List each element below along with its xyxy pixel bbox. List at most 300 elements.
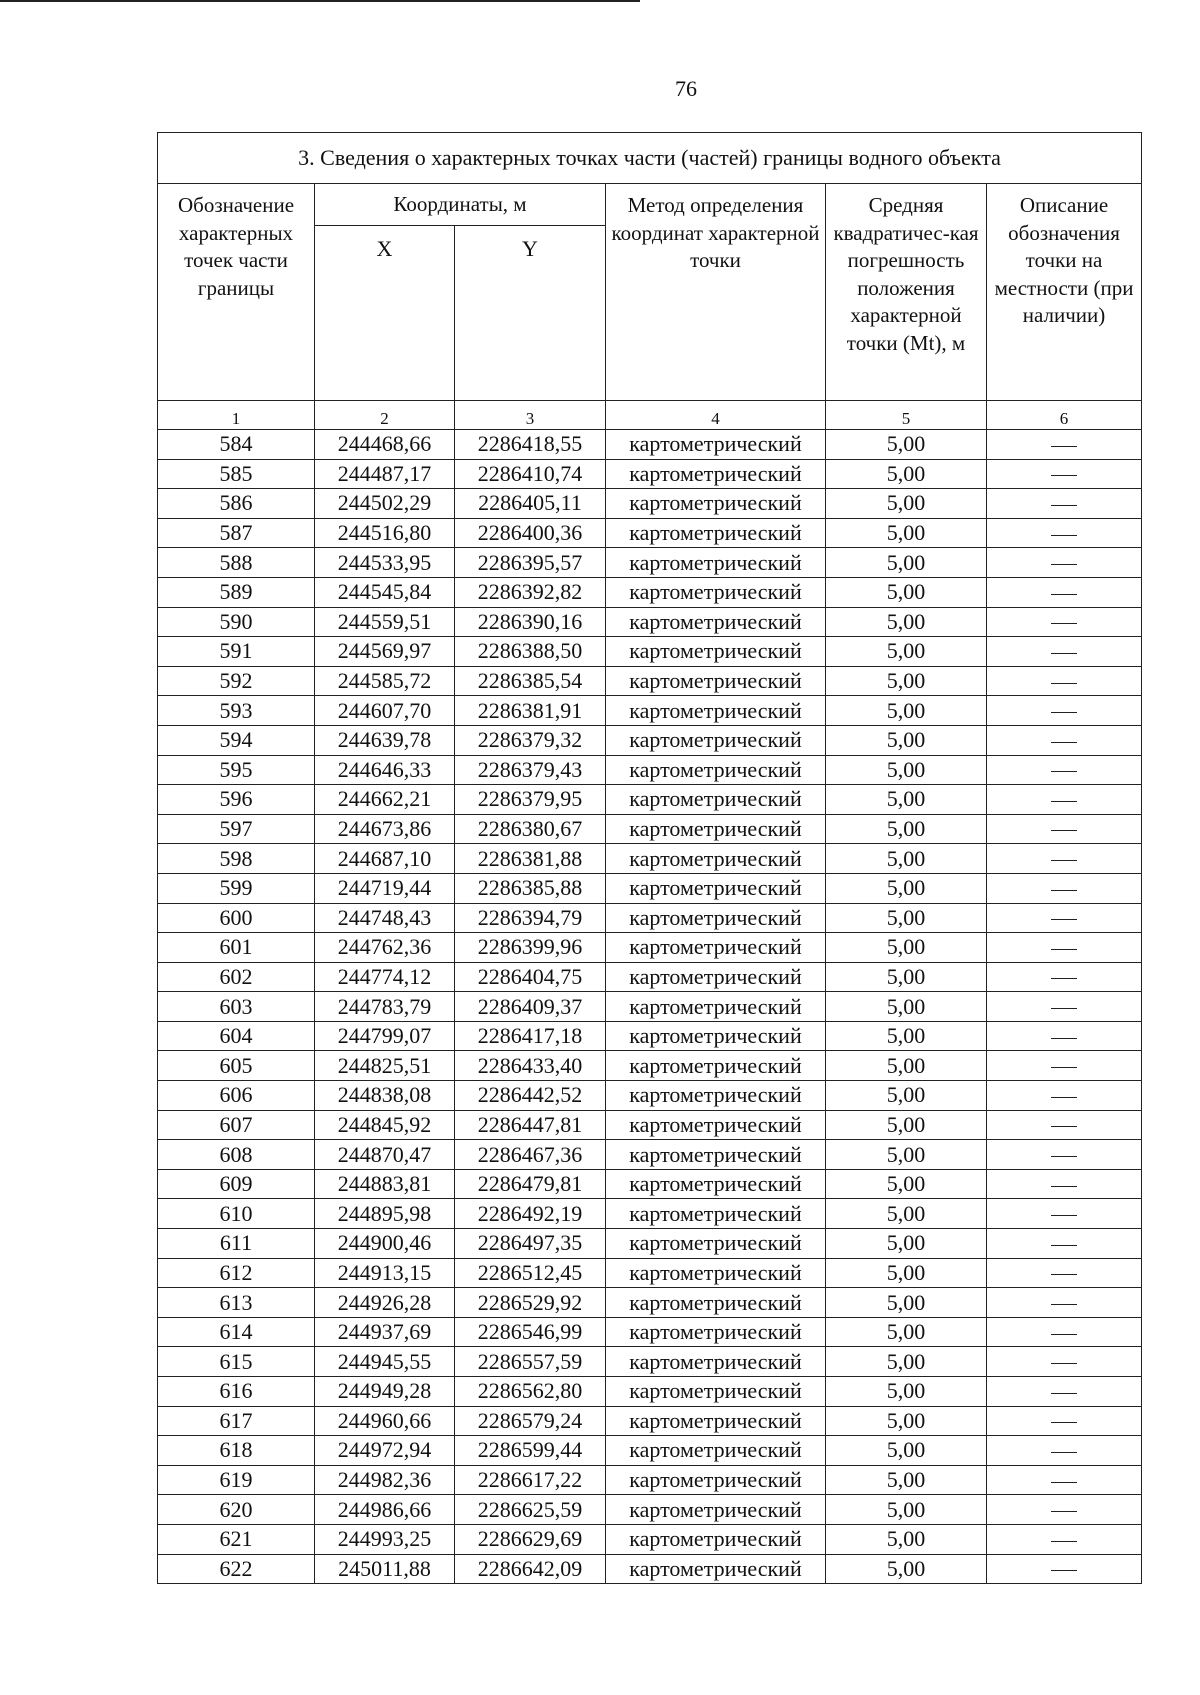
x-coordinate-cell: 244516,80 [315, 518, 455, 548]
point-id-cell: 594 [158, 725, 315, 755]
table-row [158, 577, 1142, 607]
method-cell: картометрический [606, 548, 826, 578]
dash-mark [1051, 712, 1077, 713]
dash-mark [1051, 1393, 1077, 1394]
point-id-cell: 596 [158, 785, 315, 815]
error-cell: 5,00 [826, 430, 987, 460]
point-id-cell: 590 [158, 607, 315, 637]
y-coordinate-cell: 2286546,99 [455, 1317, 606, 1347]
x-coordinate-cell: 244986,66 [315, 1495, 455, 1525]
dash-mark [1051, 1422, 1077, 1423]
method-cell: картометрический [606, 962, 826, 992]
dash-mark [1051, 623, 1077, 624]
error-cell: 5,00 [826, 903, 987, 933]
description-cell [987, 785, 1142, 815]
point-id-cell: 586 [158, 489, 315, 519]
x-coordinate-cell: 244646,33 [315, 755, 455, 785]
method-cell: картометрический [606, 785, 826, 815]
description-cell [987, 873, 1142, 903]
table-row [158, 1317, 1142, 1347]
error-cell: 5,00 [826, 1317, 987, 1347]
error-cell: 5,00 [826, 933, 987, 963]
point-id-cell: 610 [158, 1199, 315, 1229]
error-cell: 5,00 [826, 1554, 987, 1584]
dash-mark [1051, 1215, 1077, 1216]
point-id-cell: 622 [158, 1554, 315, 1584]
y-coordinate-cell: 2286379,43 [455, 755, 606, 785]
method-cell: картометрический [606, 1347, 826, 1377]
column-number: 1 [158, 401, 315, 430]
table-row [158, 1110, 1142, 1140]
description-cell [987, 1140, 1142, 1170]
y-coordinate-cell: 2286381,91 [455, 696, 606, 726]
table-row [158, 1406, 1142, 1436]
dash-mark [1051, 1186, 1077, 1187]
error-cell: 5,00 [826, 577, 987, 607]
point-id-cell: 595 [158, 755, 315, 785]
error-cell: 5,00 [826, 785, 987, 815]
error-cell: 5,00 [826, 1169, 987, 1199]
dash-mark [1051, 1067, 1077, 1068]
method-cell: картометрический [606, 903, 826, 933]
method-cell: картометрический [606, 1199, 826, 1229]
error-cell: 5,00 [826, 459, 987, 489]
y-coordinate-cell: 2286562,80 [455, 1377, 606, 1407]
method-cell: картометрический [606, 1524, 826, 1554]
method-cell: картометрический [606, 1288, 826, 1318]
point-id-cell: 588 [158, 548, 315, 578]
table-row [158, 844, 1142, 874]
dash-mark [1051, 830, 1077, 831]
error-cell: 5,00 [826, 1406, 987, 1436]
point-id-cell: 600 [158, 903, 315, 933]
dash-mark [1051, 1570, 1077, 1571]
error-cell: 5,00 [826, 962, 987, 992]
table-row [158, 962, 1142, 992]
y-coordinate-cell: 2286512,45 [455, 1258, 606, 1288]
header-description: Описание обозначения точки на местности (при наличии) [987, 184, 1142, 401]
x-coordinate-cell: 244585,72 [315, 666, 455, 696]
point-id-cell: 611 [158, 1229, 315, 1259]
description-cell [987, 1465, 1142, 1495]
method-cell: картометрический [606, 1377, 826, 1407]
dash-mark [1051, 1363, 1077, 1364]
dash-mark [1051, 978, 1077, 979]
y-coordinate-cell: 2286405,11 [455, 489, 606, 519]
y-coordinate-cell: 2286557,59 [455, 1347, 606, 1377]
dash-mark [1051, 742, 1077, 743]
x-coordinate-cell: 244774,12 [315, 962, 455, 992]
point-id-cell: 620 [158, 1495, 315, 1525]
column-number: 5 [826, 401, 987, 430]
x-coordinate-cell: 244533,95 [315, 548, 455, 578]
table-row [158, 785, 1142, 815]
description-cell [987, 1021, 1142, 1051]
description-cell [987, 1199, 1142, 1229]
error-cell: 5,00 [826, 1288, 987, 1318]
dash-mark [1051, 475, 1077, 476]
error-cell: 5,00 [826, 1199, 987, 1229]
table-row [158, 873, 1142, 903]
y-coordinate-cell: 2286492,19 [455, 1199, 606, 1229]
dash-mark [1051, 1274, 1077, 1275]
y-coordinate-cell: 2286388,50 [455, 637, 606, 667]
dash-mark [1051, 801, 1077, 802]
x-coordinate-cell: 244937,69 [315, 1317, 455, 1347]
method-cell: картометрический [606, 518, 826, 548]
y-coordinate-cell: 2286381,88 [455, 844, 606, 874]
error-cell: 5,00 [826, 1495, 987, 1525]
table-row [158, 489, 1142, 519]
point-id-cell: 616 [158, 1377, 315, 1407]
point-id-cell: 584 [158, 430, 315, 460]
method-cell: картометрический [606, 755, 826, 785]
table-row [158, 1051, 1142, 1081]
dash-mark [1051, 949, 1077, 950]
method-cell: картометрический [606, 430, 826, 460]
error-cell: 5,00 [826, 873, 987, 903]
description-cell [987, 1288, 1142, 1318]
error-cell: 5,00 [826, 1347, 987, 1377]
description-cell [987, 992, 1142, 1022]
error-cell: 5,00 [826, 548, 987, 578]
point-id-cell: 618 [158, 1436, 315, 1466]
error-cell: 5,00 [826, 1081, 987, 1111]
error-cell: 5,00 [826, 814, 987, 844]
description-cell [987, 637, 1142, 667]
point-id-cell: 589 [158, 577, 315, 607]
description-cell [987, 1406, 1142, 1436]
top-edge-rule [0, 0, 640, 2]
description-cell [987, 1554, 1142, 1584]
point-id-cell: 601 [158, 933, 315, 963]
x-coordinate-cell: 244913,15 [315, 1258, 455, 1288]
table-row [158, 725, 1142, 755]
y-coordinate-cell: 2286442,52 [455, 1081, 606, 1111]
x-coordinate-cell: 244783,79 [315, 992, 455, 1022]
x-coordinate-cell: 244662,21 [315, 785, 455, 815]
x-coordinate-cell: 244748,43 [315, 903, 455, 933]
x-coordinate-cell: 244545,84 [315, 577, 455, 607]
error-cell: 5,00 [826, 844, 987, 874]
table-row [158, 548, 1142, 578]
y-coordinate-cell: 2286529,92 [455, 1288, 606, 1318]
x-coordinate-cell: 244949,28 [315, 1377, 455, 1407]
y-coordinate-cell: 2286479,81 [455, 1169, 606, 1199]
x-coordinate-cell: 244719,44 [315, 873, 455, 903]
table-row [158, 1377, 1142, 1407]
x-coordinate-cell: 244502,29 [315, 489, 455, 519]
error-cell: 5,00 [826, 489, 987, 519]
table-row [158, 755, 1142, 785]
header-method: Метод определения координат характерной точки [606, 184, 826, 401]
table-row [158, 1436, 1142, 1466]
x-coordinate-cell: 244883,81 [315, 1169, 455, 1199]
y-coordinate-cell: 2286629,69 [455, 1524, 606, 1554]
error-cell: 5,00 [826, 637, 987, 667]
method-cell: картометрический [606, 696, 826, 726]
dash-mark [1051, 919, 1077, 920]
method-cell: картометрический [606, 607, 826, 637]
y-coordinate-cell: 2286410,74 [455, 459, 606, 489]
description-cell [987, 518, 1142, 548]
table-row [158, 1347, 1142, 1377]
column-number: 2 [315, 401, 455, 430]
y-coordinate-cell: 2286379,32 [455, 725, 606, 755]
table-row [158, 1288, 1142, 1318]
table-row [158, 666, 1142, 696]
table-row [158, 1495, 1142, 1525]
table-row [158, 607, 1142, 637]
error-cell: 5,00 [826, 755, 987, 785]
table-row [158, 1465, 1142, 1495]
table-row [158, 903, 1142, 933]
point-id-cell: 587 [158, 518, 315, 548]
table-row [158, 1258, 1142, 1288]
description-cell [987, 725, 1142, 755]
y-coordinate-cell: 2286400,36 [455, 518, 606, 548]
table-row [158, 430, 1142, 460]
method-cell: картометрический [606, 1021, 826, 1051]
table-row [158, 992, 1142, 1022]
point-id-cell: 605 [158, 1051, 315, 1081]
error-cell: 5,00 [826, 696, 987, 726]
description-cell [987, 459, 1142, 489]
dash-mark [1051, 1008, 1077, 1009]
error-cell: 5,00 [826, 1377, 987, 1407]
y-coordinate-cell: 2286394,79 [455, 903, 606, 933]
table-row [158, 696, 1142, 726]
method-cell: картометрический [606, 933, 826, 963]
point-id-cell: 585 [158, 459, 315, 489]
description-cell [987, 962, 1142, 992]
description-cell [987, 1377, 1142, 1407]
x-coordinate-cell: 244569,97 [315, 637, 455, 667]
y-coordinate-cell: 2286418,55 [455, 430, 606, 460]
description-cell [987, 844, 1142, 874]
dash-mark [1051, 1482, 1077, 1483]
x-coordinate-cell: 244972,94 [315, 1436, 455, 1466]
y-coordinate-cell: 2286599,44 [455, 1436, 606, 1466]
y-coordinate-cell: 2286617,22 [455, 1465, 606, 1495]
description-cell [987, 1051, 1142, 1081]
method-cell: картометрический [606, 1465, 826, 1495]
description-cell [987, 1436, 1142, 1466]
point-id-cell: 615 [158, 1347, 315, 1377]
point-id-cell: 599 [158, 873, 315, 903]
point-id-cell: 606 [158, 1081, 315, 1111]
x-coordinate-cell: 244926,28 [315, 1288, 455, 1318]
y-coordinate-cell: 2286390,16 [455, 607, 606, 637]
x-coordinate-cell: 244687,10 [315, 844, 455, 874]
method-cell: картометрический [606, 1436, 826, 1466]
table-row [158, 518, 1142, 548]
x-coordinate-cell: 244993,25 [315, 1524, 455, 1554]
dash-mark [1051, 1038, 1077, 1039]
x-coordinate-cell: 244673,86 [315, 814, 455, 844]
method-cell: картометрический [606, 1110, 826, 1140]
x-coordinate-cell: 244900,46 [315, 1229, 455, 1259]
error-cell: 5,00 [826, 1140, 987, 1170]
y-coordinate-cell: 2286467,36 [455, 1140, 606, 1170]
table-row [158, 1081, 1142, 1111]
dash-mark [1051, 1097, 1077, 1098]
method-cell: картометрический [606, 1169, 826, 1199]
dash-mark [1051, 1126, 1077, 1127]
method-cell: картометрический [606, 1140, 826, 1170]
error-cell: 5,00 [826, 725, 987, 755]
description-cell [987, 814, 1142, 844]
description-cell [987, 607, 1142, 637]
method-cell: картометрический [606, 1081, 826, 1111]
description-cell [987, 1229, 1142, 1259]
table-row [158, 1229, 1142, 1259]
method-cell: картометрический [606, 725, 826, 755]
point-id-cell: 597 [158, 814, 315, 844]
y-coordinate-cell: 2286497,35 [455, 1229, 606, 1259]
table-row [158, 814, 1142, 844]
description-cell [987, 1495, 1142, 1525]
description-cell [987, 696, 1142, 726]
x-coordinate-cell: 244960,66 [315, 1406, 455, 1436]
dash-mark [1051, 1334, 1077, 1335]
description-cell [987, 1110, 1142, 1140]
x-coordinate-cell: 245011,88 [315, 1554, 455, 1584]
method-cell: картометрический [606, 489, 826, 519]
dash-mark [1051, 771, 1077, 772]
dash-mark [1051, 505, 1077, 506]
error-cell: 5,00 [826, 518, 987, 548]
method-cell: картометрический [606, 1406, 826, 1436]
error-cell: 5,00 [826, 607, 987, 637]
method-cell: картометрический [606, 577, 826, 607]
error-cell: 5,00 [826, 1436, 987, 1466]
point-id-cell: 593 [158, 696, 315, 726]
point-id-cell: 603 [158, 992, 315, 1022]
table-row [158, 1169, 1142, 1199]
x-coordinate-cell: 244982,36 [315, 1465, 455, 1495]
point-id-cell: 604 [158, 1021, 315, 1051]
description-cell [987, 1258, 1142, 1288]
x-coordinate-cell: 244825,51 [315, 1051, 455, 1081]
point-id-cell: 614 [158, 1317, 315, 1347]
y-coordinate-cell: 2286395,57 [455, 548, 606, 578]
x-coordinate-cell: 244559,51 [315, 607, 455, 637]
column-number-row [158, 401, 1142, 430]
method-cell: картометрический [606, 1495, 826, 1525]
page-number: 76 [675, 76, 697, 101]
description-cell [987, 548, 1142, 578]
description-cell [987, 755, 1142, 785]
dash-mark [1051, 1452, 1077, 1453]
x-coordinate-cell: 244945,55 [315, 1347, 455, 1377]
error-cell: 5,00 [826, 1258, 987, 1288]
table-row [158, 933, 1142, 963]
method-cell: картометрический [606, 1051, 826, 1081]
description-cell [987, 1081, 1142, 1111]
y-coordinate-cell: 2286579,24 [455, 1406, 606, 1436]
point-id-cell: 617 [158, 1406, 315, 1436]
x-coordinate-cell: 244487,17 [315, 459, 455, 489]
header-point-designation: Обозначение характерных точек части границы [158, 184, 315, 401]
description-cell [987, 1524, 1142, 1554]
table-row [158, 1524, 1142, 1554]
dash-mark [1051, 535, 1077, 536]
dash-mark [1051, 653, 1077, 654]
error-cell: 5,00 [826, 1021, 987, 1051]
table-body [158, 430, 1142, 1584]
description-cell [987, 933, 1142, 963]
table-row [158, 637, 1142, 667]
table-title: 3. Сведения о характерных точках части (частей) границы водного объекта [158, 133, 1142, 184]
point-id-cell: 608 [158, 1140, 315, 1170]
point-id-cell: 592 [158, 666, 315, 696]
method-cell: картометрический [606, 1258, 826, 1288]
header-x: X [315, 226, 455, 401]
x-coordinate-cell: 244870,47 [315, 1140, 455, 1170]
y-coordinate-cell: 2286379,95 [455, 785, 606, 815]
dash-mark [1051, 1511, 1077, 1512]
description-cell [987, 489, 1142, 519]
table-row [158, 1554, 1142, 1584]
table-row [158, 1021, 1142, 1051]
error-cell: 5,00 [826, 1110, 987, 1140]
point-id-cell: 602 [158, 962, 315, 992]
dash-mark [1051, 594, 1077, 595]
x-coordinate-cell: 244838,08 [315, 1081, 455, 1111]
dash-mark [1051, 1156, 1077, 1157]
point-id-cell: 613 [158, 1288, 315, 1318]
method-cell: картометрический [606, 637, 826, 667]
description-cell [987, 1169, 1142, 1199]
point-id-cell: 609 [158, 1169, 315, 1199]
column-number: 3 [455, 401, 606, 430]
dash-mark [1051, 446, 1077, 447]
column-number: 6 [987, 401, 1142, 430]
method-cell: картометрический [606, 1229, 826, 1259]
error-cell: 5,00 [826, 1524, 987, 1554]
x-coordinate-cell: 244607,70 [315, 696, 455, 726]
dash-mark [1051, 890, 1077, 891]
method-cell: картометрический [606, 1554, 826, 1584]
point-id-cell: 621 [158, 1524, 315, 1554]
description-cell [987, 430, 1142, 460]
method-cell: картометрический [606, 844, 826, 874]
description-cell [987, 577, 1142, 607]
description-cell [987, 1347, 1142, 1377]
x-coordinate-cell: 244895,98 [315, 1199, 455, 1229]
y-coordinate-cell: 2286380,67 [455, 814, 606, 844]
point-id-cell: 607 [158, 1110, 315, 1140]
y-coordinate-cell: 2286642,09 [455, 1554, 606, 1584]
y-coordinate-cell: 2286404,75 [455, 962, 606, 992]
method-cell: картометрический [606, 873, 826, 903]
y-coordinate-cell: 2286447,81 [455, 1110, 606, 1140]
error-cell: 5,00 [826, 1465, 987, 1495]
method-cell: картометрический [606, 1317, 826, 1347]
dash-mark [1051, 1541, 1077, 1542]
header-mean-square-error: Средняя квадратичес-кая погрешность положения характерной точки (Mt), м [826, 184, 987, 401]
boundary-points-table [157, 132, 1142, 1584]
header-y: Y [455, 226, 606, 401]
y-coordinate-cell: 2286625,59 [455, 1495, 606, 1525]
description-cell [987, 1317, 1142, 1347]
error-cell: 5,00 [826, 992, 987, 1022]
point-id-cell: 619 [158, 1465, 315, 1495]
dash-mark [1051, 1304, 1077, 1305]
point-id-cell: 612 [158, 1258, 315, 1288]
table-row [158, 459, 1142, 489]
